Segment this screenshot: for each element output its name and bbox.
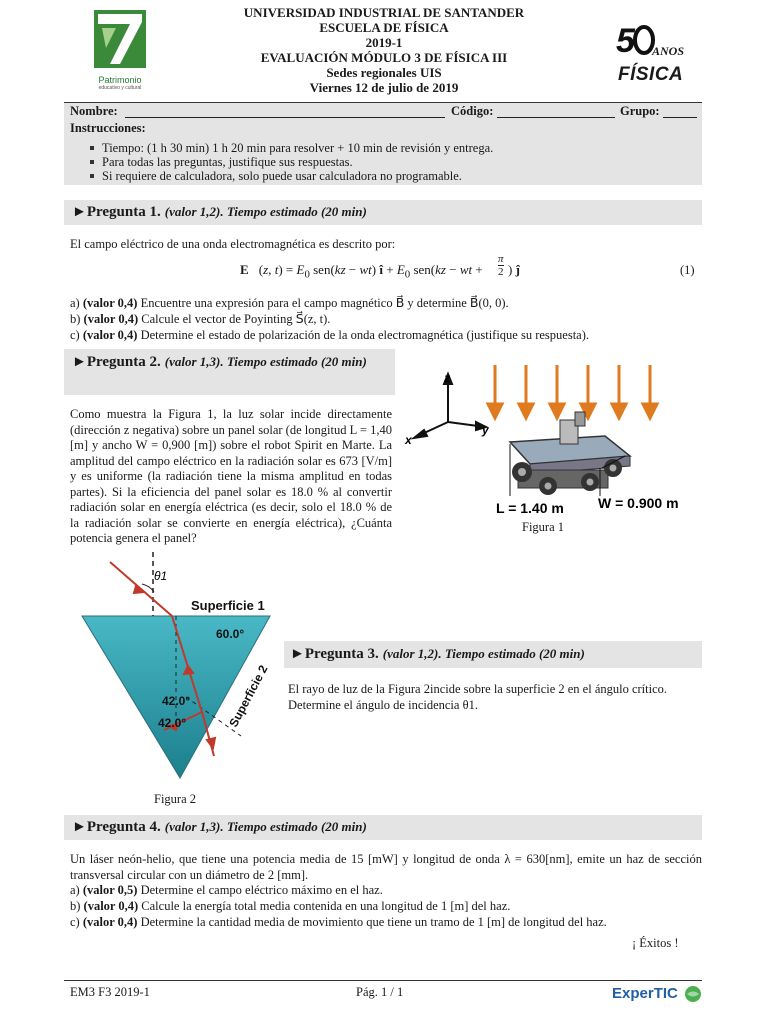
q2-body: Como muestra la Figura 1, la luz solar incide directamente (dirección z negativa) sobre un panel solar (de longitud L = 1,40 [m] y ancho W = 0,900 [m]) sobre el robot Spirit en Marte. La amplitud del campo eléctrico en la radiación solar es 673 [V/m] y es uniforme (la radiación tiene la misma amplitud en todas partes). Si la eficiencia del panel solar es 18.0 % al convertir radiación solar en energía eléctrica (es decir, solo el 18.0 % de la radiación solar se convierte en energía eléctrica), ¿Cuánta potencia genera el panel? (70, 407, 392, 545)
closing-message: ¡ Éxitos ! (632, 936, 679, 950)
q1-intro: El campo eléctrico de una onda electromagnética es descrito por: (70, 237, 396, 251)
instructions-list (82, 141, 493, 183)
svg-text:5: 5 (616, 22, 635, 60)
q2-title: ►Pregunta 2. (72, 354, 161, 370)
theta-label: θ1 (154, 569, 168, 583)
expertic-globe-icon (684, 985, 702, 1003)
q1-equation: E⃗(z, $t) = E_0$ sen(kz − wt) î + $E_0$ sen(kz − wt + π 2 ) ĵ (240, 253, 520, 281)
q2-heading (72, 353, 392, 371)
fig1-width-label: W = 0.900 m (598, 495, 679, 511)
code-label: Código: (451, 104, 494, 118)
angle-42a-label: 42.0° (162, 694, 191, 708)
uis-patrimonio-logo (92, 8, 148, 92)
q4-heading (72, 818, 367, 836)
angle-60-label: 60.0° (216, 627, 245, 641)
school-name: ESCUELA DE FÍSICA (319, 20, 449, 35)
group-label: Grupo: (620, 104, 660, 118)
fisica-50-logo (614, 18, 685, 88)
list-item: b) (valor 0,4) Calcule el vector de Poyinting S⃗(z, t). (70, 312, 331, 326)
logo-left-text: Patrimonio (98, 75, 142, 85)
logo-right-bottom: FÍSICA (618, 64, 684, 85)
axes-icon (414, 374, 486, 438)
axis-y-label: y (482, 423, 489, 437)
q4-title: ►Pregunta 4. (72, 819, 161, 835)
name-field[interactable] (125, 117, 445, 118)
axis-z-label: z (444, 371, 450, 385)
instruction-item: Si requiere de calculadora, solo puede usar calculadora no programable. (102, 169, 493, 183)
figure-2-caption: Figura 2 (154, 792, 197, 806)
instruction-item: Tiempo: (1 h 30 min) 1 h 20 min para resolver + 10 min de revisión y entrega. (102, 141, 494, 155)
q4-items (70, 882, 710, 930)
logo-right-top: ANOS (652, 44, 685, 58)
exam-date: Viernes 12 de julio de 2019 (309, 80, 459, 95)
venue: Sedes regionales UIS (326, 65, 442, 80)
university-name: UNIVERSIDAD INDUSTRIAL DE SANTANDER (243, 5, 525, 20)
figure-2-prism (76, 552, 286, 788)
group-field[interactable] (663, 117, 697, 118)
name-label: Nombre: (70, 104, 118, 118)
q1-subtitle: (valor 1,2). Tiempo estimado (20 min) (164, 204, 367, 219)
q4-intro: Un láser neón-helio, que tiene una potencia media de 15 [mW] y longitud de onda λ = 630[nm], emite un haz de sección transversal circular con un diámetro de 2 [mm]. (70, 852, 702, 882)
figure-1-robot (400, 360, 710, 535)
angle-42b-label: 42.0° (158, 716, 187, 730)
surface-2-label: Superficie 2 (226, 662, 271, 730)
logo-left-sub: educativo y cultural (98, 85, 142, 91)
seven-logo-icon (92, 8, 148, 70)
list-item: a) (valor 0,5) Determine el campo eléctrico máximo en el haz. (70, 883, 383, 897)
fig1-length-label: L = 1.40 m (496, 500, 564, 516)
list-item: c) (valor 0,4) Determine el estado de polarización de la onda electromagnética (justifique su respuesta). (70, 328, 590, 342)
instructions-title: Instrucciones: (70, 121, 146, 135)
spirit-robot-icon (510, 412, 630, 495)
list-item: a) (valor 0,4) Encuentre una expresión para el campo magnético B⃗ y determine B⃗(0, 0). (70, 296, 509, 310)
exam-header (170, 5, 598, 95)
q1-eq-number: (1) (680, 263, 695, 277)
instruction-item: Para todas las preguntas, justifique sus respuestas. (102, 155, 493, 169)
q4-subtitle: (valor 1,3). Tiempo estimado (20 min) (164, 819, 367, 834)
footer-code: EM3 F3 2019-1 (70, 985, 150, 999)
q3-subtitle: (valor 1,2). Tiempo estimado (20 min) (382, 646, 585, 661)
figure-1-caption: Figura 1 (522, 520, 565, 534)
exam-title: EVALUACIÓN MÓDULO 3 DE FÍSICA III (260, 50, 508, 65)
code-field[interactable] (497, 117, 615, 118)
list-item: c) (valor 0,4) Determine la cantidad media de movimiento que tiene un tramo de 1 [m] de longitud del haz. (70, 915, 607, 929)
q3-body: El rayo de luz de la Figura 2incide sobre la superficie 2 en el ángulo crítico. Determine el ángulo de incidencia θ1. (288, 682, 668, 712)
q3-heading (290, 645, 585, 663)
semester: 2019-1 (365, 35, 403, 50)
expertic-logo: ExperTIC (612, 985, 678, 1002)
sunlight-arrows-icon (488, 365, 657, 418)
q2-subtitle: (valor 1,3). Tiempo estimado (20 min) (164, 354, 367, 369)
q3-title: ►Pregunta 3. (290, 646, 379, 662)
axis-x-label: x (405, 433, 412, 447)
q1-items (70, 295, 710, 343)
list-item: b) (valor 0,4) Calcule la energía total media contenida en una longitud de 1 [m] del haz. (70, 899, 511, 913)
page-number: Pág. 1 / 1 (356, 985, 404, 999)
surface-1-label: Superficie 1 (191, 598, 265, 613)
q1-title: ►Pregunta 1. (72, 204, 161, 220)
q1-heading (72, 203, 367, 221)
